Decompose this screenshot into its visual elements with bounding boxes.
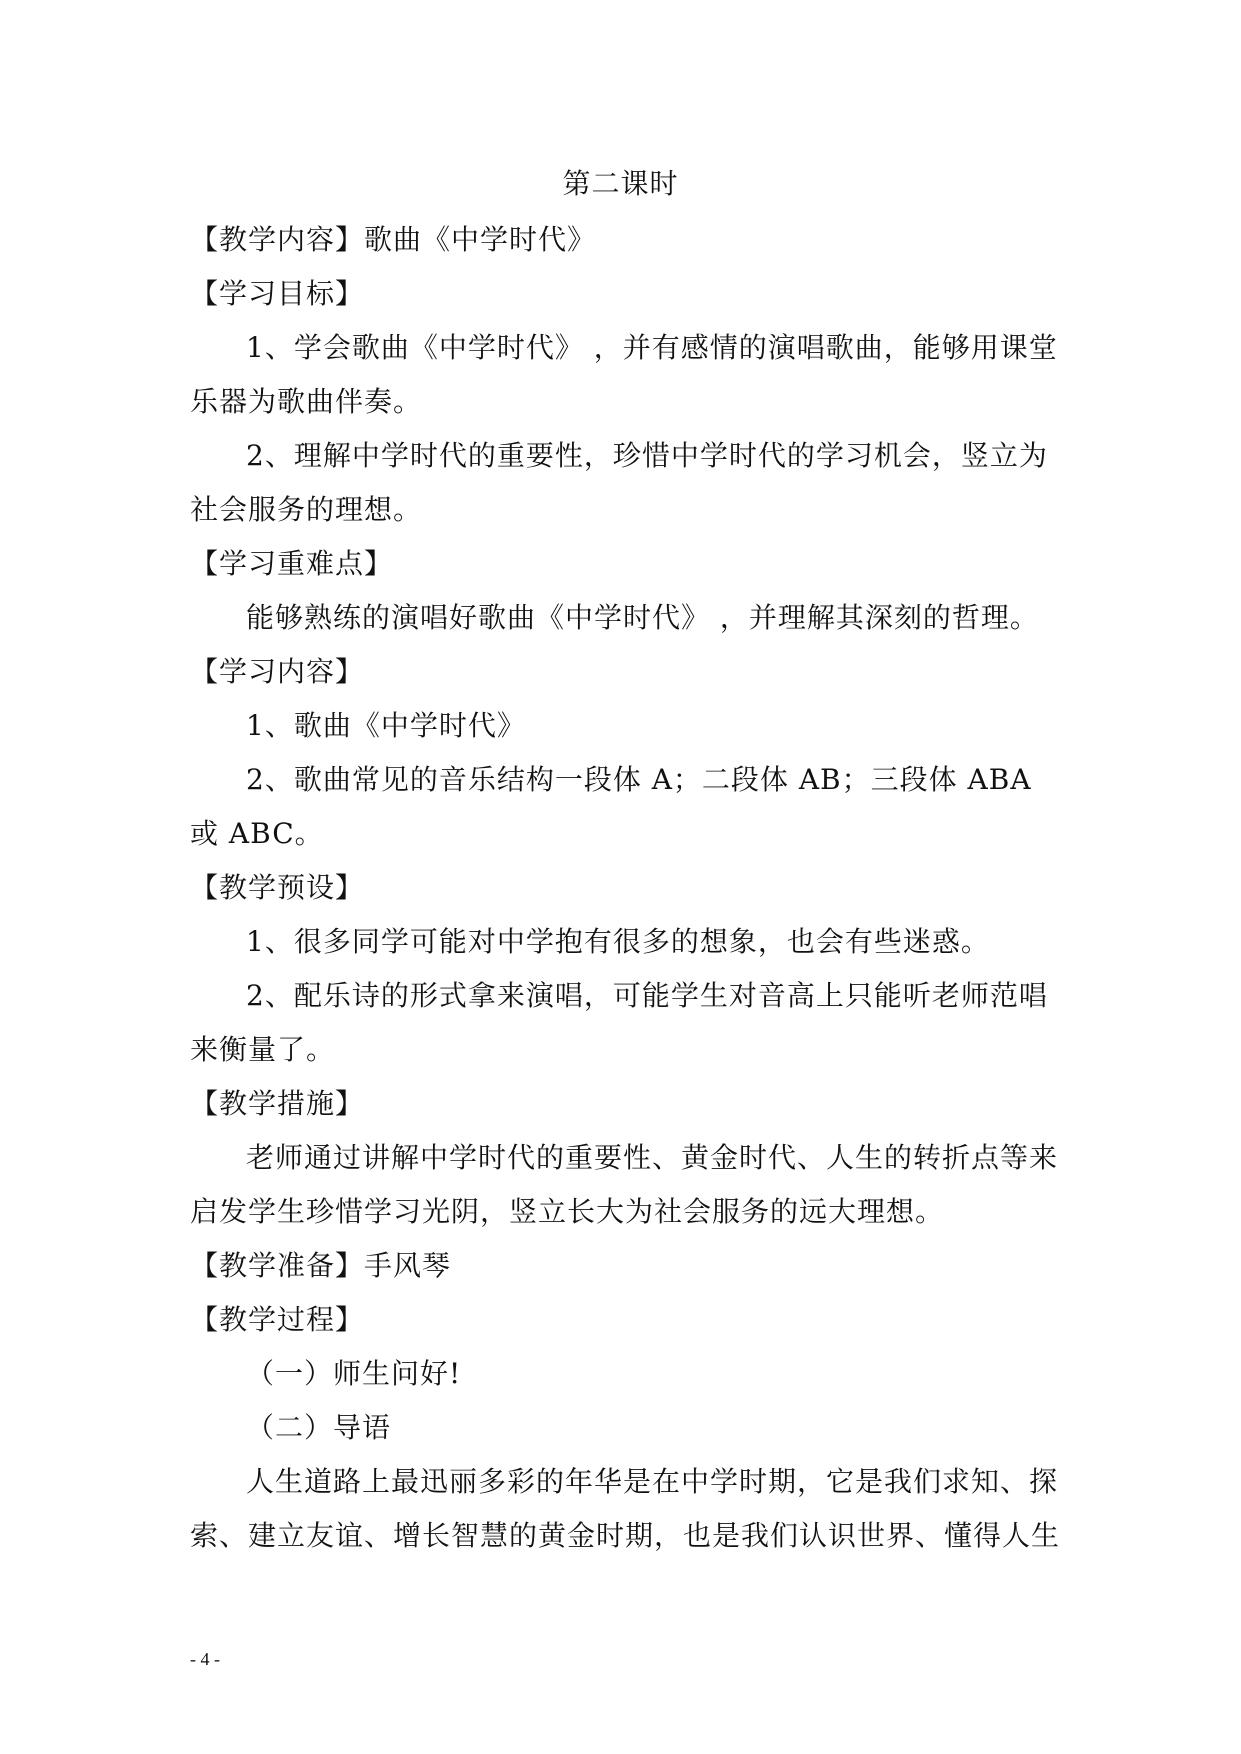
section-title: 第二课时 xyxy=(562,167,679,200)
content-item-2-cont: 或 ABC。 xyxy=(190,817,324,850)
goal-2-cont: 社会服务的理想。 xyxy=(190,493,423,526)
teaching-preset-heading: 【教学预设】 xyxy=(190,871,365,904)
goal-1: 1、学会歌曲《中学时代》 ，并有感情的演唱歌曲，能够用课堂 xyxy=(246,331,1058,364)
measures-text: 老师通过讲解中学时代的重要性、黄金时代、人生的转折点等来 xyxy=(246,1141,1059,1174)
process-step-1: （一）师生问好! xyxy=(246,1357,462,1390)
preset-2: 2、配乐诗的形式拿来演唱，可能学生对音高上只能听老师范唱 xyxy=(246,979,1048,1012)
goal-1-cont: 乐器为歌曲伴奏。 xyxy=(190,385,423,418)
page-number: - 4 - xyxy=(190,1649,220,1669)
intro-paragraph: 人生道路上最迅丽多彩的年华是在中学时期，它是我们求知、探 xyxy=(246,1465,1059,1498)
intro-paragraph-cont: 索、建立友谊、增长智慧的黄金时期，也是我们认识世界、懂得人生 xyxy=(190,1519,1061,1552)
preset-2-cont: 来衡量了。 xyxy=(190,1033,336,1066)
learning-goals-heading: 【学习目标】 xyxy=(190,277,365,310)
goal-2: 2、理解中学时代的重要性，珍惜中学时代的学习机会，竖立为 xyxy=(246,439,1048,472)
key-points-text: 能够熟练的演唱好歌曲《中学时代》 ，并理解其深刻的哲理。 xyxy=(246,601,1039,634)
content-item-2: 2、歌曲常见的音乐结构一段体 A；二段体 AB；三段体 ABA xyxy=(246,763,1032,796)
teaching-process-heading: 【教学过程】 xyxy=(190,1303,365,1336)
measures-text-cont: 启发学生珍惜学习光阴，竖立长大为社会服务的远大理想。 xyxy=(190,1195,945,1228)
preset-1: 1、很多同学可能对中学抱有很多的想象，也会有些迷惑。 xyxy=(246,925,990,958)
learning-content-heading: 【学习内容】 xyxy=(190,655,365,688)
teaching-content-heading: 【教学内容】歌曲《中学时代》 xyxy=(190,223,597,256)
key-points-heading: 【学习重难点】 xyxy=(190,547,394,580)
content-item-1: 1、歌曲《中学时代》 xyxy=(246,709,526,742)
teaching-prep-heading: 【教学准备】手风琴 xyxy=(190,1249,452,1282)
teaching-measures-heading: 【教学措施】 xyxy=(190,1087,365,1120)
process-step-2: （二）导语 xyxy=(246,1411,392,1444)
